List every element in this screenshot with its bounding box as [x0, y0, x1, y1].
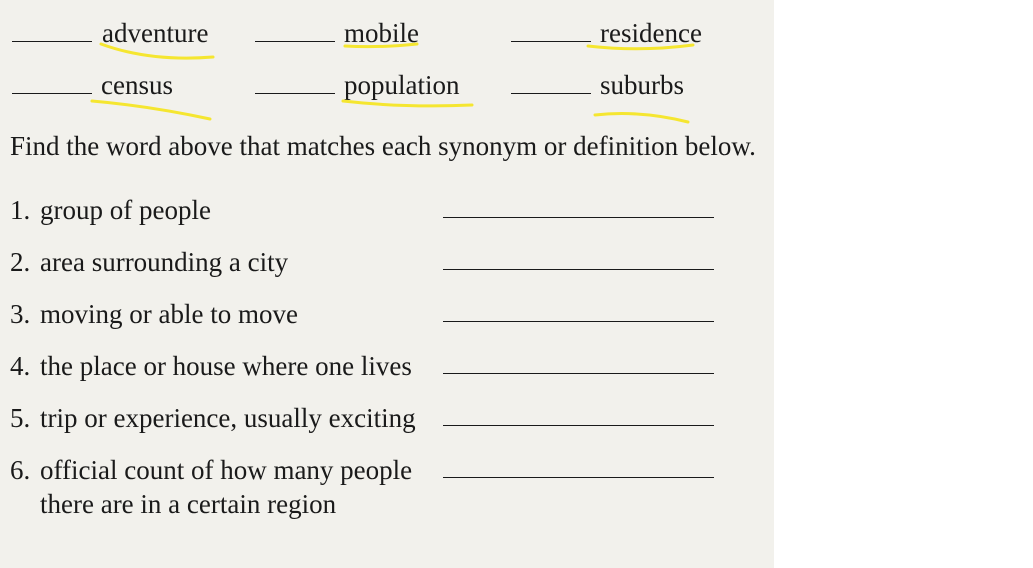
item-definition: the place or house where one lives — [40, 351, 412, 381]
word-bank-item-adventure — [12, 8, 242, 48]
item-number: 6. — [10, 455, 31, 485]
answer-line-4[interactable] — [443, 373, 714, 374]
definition-item-4 — [10, 349, 412, 383]
word-bank-blank[interactable] — [511, 93, 591, 94]
instructions-text: Find the word above that matches each synonym or definition below. — [10, 131, 756, 161]
word-bank-blank[interactable] — [511, 41, 591, 42]
word-bank-word: population — [344, 70, 460, 100]
word-bank-item-residence — [511, 8, 721, 48]
definition-item-6 — [10, 453, 412, 521]
item-definition: trip or experience, usually exciting — [40, 403, 416, 433]
word-bank-word: adventure — [102, 18, 209, 48]
word-bank-word: mobile — [344, 18, 419, 48]
answer-line-5[interactable] — [443, 425, 714, 426]
word-bank-blank[interactable] — [12, 41, 92, 42]
word-bank-item-suburbs — [511, 60, 721, 100]
highlight-stroke-population — [343, 101, 472, 106]
item-number: 4. — [10, 351, 31, 381]
word-bank-blank[interactable] — [255, 41, 335, 42]
item-definition: official count of how many people — [40, 455, 413, 485]
item-definition-continued: there are in a certain region — [40, 489, 337, 519]
word-bank-item-mobile — [255, 8, 455, 48]
item-number: 2. — [10, 247, 31, 277]
highlight-stroke-census — [92, 101, 210, 119]
item-number: 1. — [10, 195, 31, 225]
word-bank-word: census — [101, 70, 173, 100]
definition-item-2 — [10, 245, 288, 279]
word-bank — [0, 0, 774, 120]
answer-line-6[interactable] — [443, 477, 714, 478]
word-bank-blank[interactable] — [255, 93, 335, 94]
word-bank-item-census — [12, 60, 242, 100]
item-definition: moving or able to move — [40, 299, 298, 329]
item-definition: group of people — [40, 195, 211, 225]
answer-line-3[interactable] — [443, 321, 714, 322]
word-bank-word: residence — [600, 18, 702, 48]
definition-item-3 — [10, 297, 298, 331]
word-bank-item-population — [255, 60, 485, 100]
item-definition: area surrounding a city — [40, 247, 289, 277]
word-bank-word: suburbs — [600, 70, 685, 100]
item-number: 3. — [10, 299, 31, 329]
item-number: 5. — [10, 403, 31, 433]
answer-line-2[interactable] — [443, 269, 714, 270]
highlight-stroke-suburbs — [595, 114, 688, 122]
answer-line-1[interactable] — [443, 217, 714, 218]
definition-item-1 — [10, 193, 211, 227]
definition-item-5 — [10, 401, 416, 435]
word-bank-blank[interactable] — [12, 93, 92, 94]
